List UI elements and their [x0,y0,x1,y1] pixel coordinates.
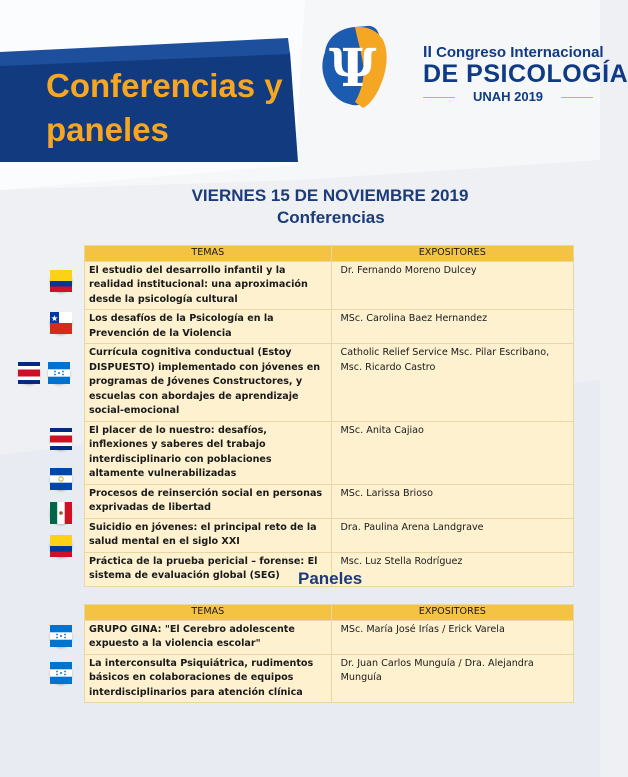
honduras-flag-icon [50,662,72,684]
costa-rica-flag-icon [18,362,40,384]
topic-cell: Práctica de la prueba pericial – forense: El sistema de evaluación global (SEG) [85,552,332,586]
table-row [85,344,574,422]
page-title-line2: paneles [46,111,169,148]
speaker-cell: MSc. Carolina Baez Hernandez [331,310,573,344]
topic-cell: El placer de lo nuestro: desafíos, inflexiones y saberes del trabajo interdisciplinario con poblaciones altamente vulnerabilizadas [85,421,332,484]
logo-line2: DE PSICOLOGÍA [423,60,628,88]
conferencias-table [84,245,574,587]
page-title-line1: Conferencias y [46,67,283,104]
mexico-flag-icon [50,502,72,524]
day-heading [150,185,510,207]
speaker-cell: Msc. Luz Stella Rodríguez [331,552,573,586]
table-row [85,654,574,703]
el-salvador-flag-icon [50,468,72,490]
table-header-row [85,605,574,621]
speaker-cell: Dr. Juan Carlos Munguía / Dra. Alejandra Munguía [331,654,573,703]
table-row [85,261,574,310]
chile-flag-icon [50,312,72,334]
col-speakers-header: EXPOSITORES [331,246,573,262]
speaker-cell: Dr. Fernando Moreno Dulcey [331,261,573,310]
speaker-cell: MSc. María José Irías / Erick Varela [331,620,573,654]
psi-symbol-icon: Ψ [329,38,377,99]
col-topics-header: TEMAS [85,605,332,621]
costa-rica-flag-icon [50,428,72,450]
colombia-flag-icon [50,535,72,557]
topic-cell: Procesos de reinserción social en personas exprivadas de libertad [85,484,332,518]
speaker-cell: MSc. Anita Cajiao [331,421,573,484]
topic-cell: Los desafíos de la Psicología en la Prevención de la Violencia [85,310,332,344]
topic-cell: Currícula cognitiva conductual (Estoy DISPUESTO) implementado con jóvenes en programas de Jóvenes Constructores, y escuelas con abordajes de aprendizaje social-emocional [85,344,332,422]
speaker-cell: Catholic Relief Service Msc. Pilar Escribano, Msc. Ricardo Castro [331,344,573,422]
logo-roman: II [423,44,432,61]
conferencias-heading: Conferencias [277,208,385,227]
table-row [85,484,574,518]
page-title [46,64,306,152]
table-row [85,518,574,552]
topic-cell: GRUPO GINA: "El Cerebro adolescente expuesto a la violencia escolar" [85,620,332,654]
speaker-cell: MSc. Larissa Brioso [331,484,573,518]
table-row [85,620,574,654]
day-date: VIERNES 15 DE NOVIEMBRE 2019 [191,186,469,205]
colombia-flag-icon [50,270,72,292]
paneles-heading: Paneles [298,569,363,588]
col-speakers-header: EXPOSITORES [331,605,573,621]
paneles-table [84,604,574,703]
congress-logo-text [423,44,628,104]
table-header-row [85,246,574,262]
topic-cell: La interconsulta Psiquiátrica, rudimentos básicos en colaboraciones de equipos interdisciplinarios para atención clínica [85,654,332,703]
topic-cell: Suicidio en jóvenes: el principal reto de la salud mental en el siglo XXI [85,518,332,552]
logo-line3: UNAH 2019 [423,89,593,104]
honduras-flag-icon [48,362,70,384]
table-row [85,421,574,484]
speaker-cell: Dra. Paulina Arena Landgrave [331,518,573,552]
honduras-flag-icon [50,625,72,647]
topic-cell: El estudio del desarrollo infantil y la realidad institucional: una aproximación desde la psicología cultural [85,261,332,310]
logo-line1: Congreso Internacional [436,44,604,61]
table-row [85,310,574,344]
col-topics-header: TEMAS [85,246,332,262]
